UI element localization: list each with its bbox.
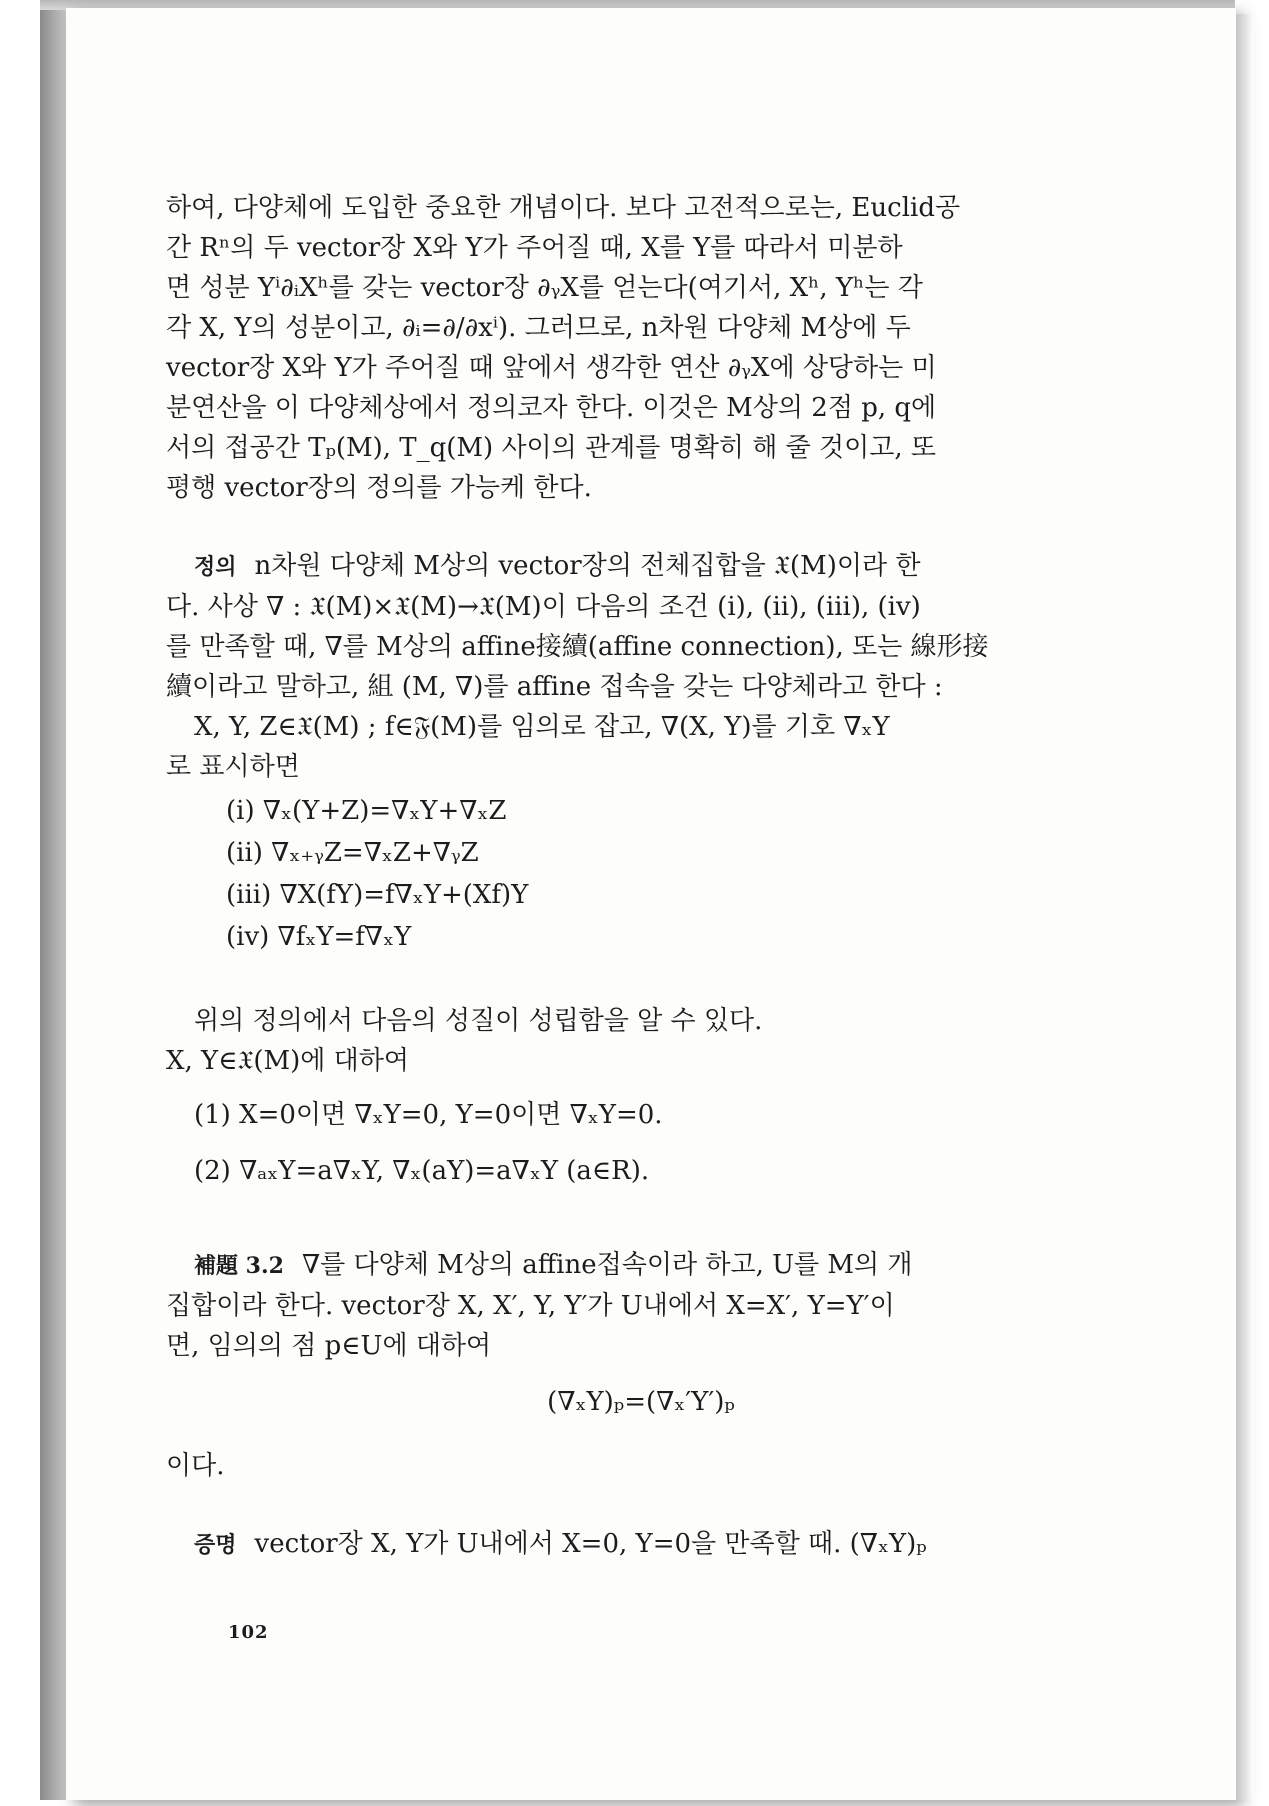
condition-iv: (iv) ∇fₓY=f∇ₓY <box>226 922 412 952</box>
condition-list <box>226 791 1116 959</box>
text-line <box>166 1245 1116 1286</box>
text-line: 를 만족할 때, ∇를 M상의 affine接續(affine connection), 또는 線形接 <box>166 632 989 662</box>
condition-i: (i) ∇ₓ(Y+Z)=∇ₓY+∇ₓZ <box>226 796 507 826</box>
text-line: X, Y∈𝔛(M)에 대하여 <box>166 1046 410 1076</box>
text-line: 續이라고 말하고, 組 (M, ∇)를 affine 접속을 갖는 다양체라고 한다 : <box>166 672 943 702</box>
property-block <box>166 1001 1116 1207</box>
page-number: 102 <box>228 1622 269 1643</box>
text-line: 이다. <box>166 1451 225 1481</box>
lemma-text: ∇를 다양체 M상의 affine접속이라 하고, U를 M의 개 <box>301 1250 913 1280</box>
text-line: 면, 임의의 점 p∈U에 대하여 <box>166 1331 492 1361</box>
text-line: 서의 접공간 Tₚ(M), T_q(M) 사이의 관계를 명확히 해 줄 것이고, 또 <box>166 433 937 463</box>
proof-label: 증명 <box>194 1532 237 1558</box>
property-1: (1) X=0이면 ∇ₓY=0, Y=0이면 ∇ₓY=0. <box>194 1100 663 1130</box>
text-line: 각 X, Y의 성분이고, ∂ᵢ=∂/∂xⁱ). 그러므로, n차원 다양체 M상에 두 <box>166 313 911 343</box>
text-line: 평행 vector장의 정의를 가능케 한다. <box>166 473 592 503</box>
definition-label: 정의 <box>194 554 237 580</box>
proof-text: vector장 X, Y가 U내에서 X=0, Y=0을 만족할 때. (∇ₓY)ₚ <box>254 1529 927 1559</box>
proof-block <box>166 1524 1116 1565</box>
text-line: 면 성분 Yⁱ∂ᵢXʰ를 갖는 vector장 ∂ᵧX를 얻는다(여기서, Xʰ, Yʰ는 각 <box>166 273 923 303</box>
lemma-equation: (∇ₓY)ₚ=(∇ₓ′Y′)ₚ <box>547 1387 735 1417</box>
text-line <box>166 1524 1116 1565</box>
text-line: 위의 정의에서 다음의 성질이 성립함을 알 수 있다. <box>194 1006 763 1036</box>
property-list <box>194 1095 1116 1207</box>
page-text <box>166 188 1116 1565</box>
definition-block <box>166 546 1116 959</box>
definition-text: n차원 다양체 M상의 vector장의 전체집합을 𝔛(M)이라 한 <box>254 551 921 581</box>
property-2: (2) ∇ₐₓY=a∇ₓY, ∇ₓ(aY)=a∇ₓY (a∈R). <box>194 1156 650 1186</box>
text-line: X, Y, Z∈𝔛(M) ; f∈𝔉(M)를 임의로 잡고, ∇(X, Y)를 기호 ∇ₓY <box>194 712 890 742</box>
lemma-block <box>166 1245 1116 1486</box>
text-line: 로 표시하면 <box>166 752 300 782</box>
condition-iii: (iii) ∇X(fY)=f∇ₓY+(Xf)Y <box>226 880 529 910</box>
text-line: vector장 X와 Y가 주어질 때 앞에서 생각한 연산 ∂ᵧX에 상당하는 미 <box>166 353 937 383</box>
text-line: 간 Rⁿ의 두 vector장 X와 Y가 주어질 때, X를 Y를 따라서 미분하 <box>166 233 903 263</box>
text-line: 다. 사상 ∇ : 𝔛(M)×𝔛(M)→𝔛(M)이 다음의 조건 (i), (ii), (iii), (iv) <box>166 592 921 622</box>
condition-ii: (ii) ∇ₓ₊ᵧZ=∇ₓZ+∇ᵧZ <box>226 838 479 868</box>
intro-paragraph <box>166 188 1116 508</box>
text-line: 분연산을 이 다양체상에서 정의코자 한다. 이것은 M상의 2점 p, q에 <box>166 393 937 423</box>
text-line <box>166 546 1116 587</box>
page-shadow <box>1236 14 1254 1800</box>
text-line: 집합이라 한다. vector장 X, X′, Y, Y′가 U내에서 X=X′, Y=Y′이 <box>166 1291 895 1321</box>
lemma-label: 補題 3.2 <box>194 1253 284 1279</box>
text-line: 하여, 다양체에 도입한 중요한 개념이다. 보다 고전적으로는, Euclid공 <box>166 193 961 223</box>
